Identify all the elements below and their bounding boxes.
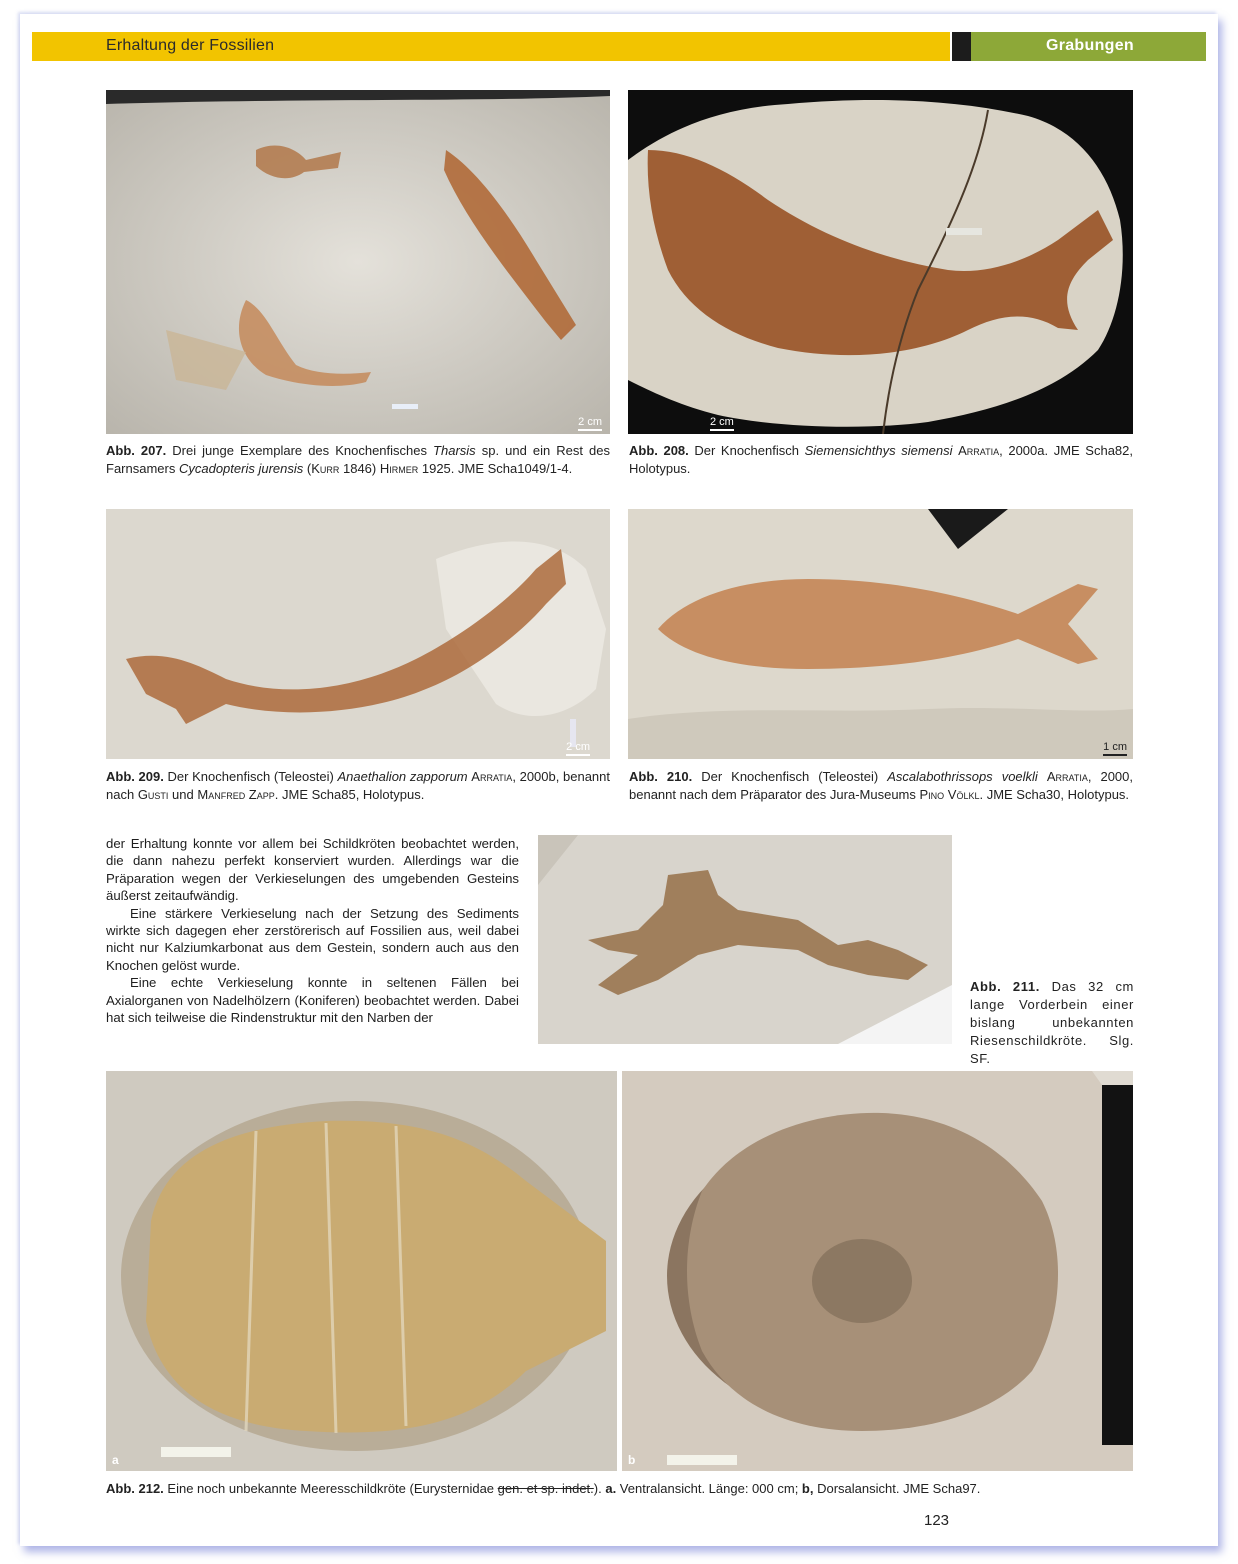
panel-letter-b: b	[628, 1453, 636, 1467]
caption-text: Der Knochenfisch (Teleostei)	[163, 769, 338, 784]
header-section-title: Grabungen	[1045, 37, 1134, 54]
caption-text: Ventralansicht. Länge: 000 cm;	[616, 1481, 802, 1496]
header-chapter-bar	[32, 32, 950, 61]
caption-label: Abb. 207.	[106, 443, 167, 458]
caption-text: Das 32 cm lange Vorderbein einer bislang unbekannten Riesenschildkröte. Slg. SF.	[970, 979, 1134, 1066]
caption-label: Abb. 208.	[629, 443, 689, 458]
author-name: Arratia	[471, 769, 513, 784]
taxon-name: Cycadopteris jurensis	[178, 461, 304, 476]
body-paragraph: Eine stärkere Verkieselung nach der Setzung des Sediments wirkte sich dagegen eher zerstörerisch auf Fossilien aus, weil dabei nicht nur Kalziumkarbonat aus dem Gestein, sondern auch aus den Knochen gelöst wurde.	[106, 905, 519, 973]
fossil-photo-212b	[622, 1071, 1133, 1471]
body-paragraph: der Erhaltung konnte vor allem bei Schildkröten beobachtet werden, die dann nahezu perfekt konserviert wurden. Allerdings war die Präparation wegen der Verkieselungen des umgebenden Gesteins äußerst zeitaufwändig.	[106, 836, 519, 904]
caption-text: . JME Scha30, Holotypus.	[979, 787, 1130, 802]
caption-fig-207	[106, 442, 610, 478]
scale-bar-label: 2 cm	[566, 741, 590, 756]
body-paragraph: Eine echte Verkieselung konnte in seltenen Fällen bei Axialorganen von Nadelhölzern (Koniferen) beobachtet werden. Dabei hat sich teilweise die Rindenstruktur mit den Narben der	[106, 975, 519, 1026]
caption-fig-211	[970, 978, 1134, 1068]
taxon-name: Tharsis	[433, 443, 476, 458]
caption-text: ).	[593, 1481, 606, 1496]
caption-text: Dorsalansicht. JME Scha97.	[813, 1481, 981, 1496]
panel-ref-a: a.	[605, 1481, 617, 1496]
header-section-bar	[971, 32, 1206, 61]
caption-text: Der Knochenfisch (Teleostei)	[692, 769, 888, 784]
caption-text: Der Knochenfisch	[688, 443, 805, 458]
fossil-photo-210	[628, 509, 1133, 759]
fossil-photo-212a	[106, 1071, 617, 1471]
caption-text: , 2000, benannt nach dem Präparator des Jura-Museums	[629, 769, 1134, 802]
fossil-photo-209	[106, 509, 610, 759]
scale-bar-label: 2 cm	[710, 416, 734, 431]
fossil-photo-208	[628, 90, 1133, 434]
scale-bar-label: 1 cm	[1103, 741, 1127, 756]
caption-text: Drei junge Exemplare des Knochenfisches	[166, 443, 434, 458]
fossil-photo-211	[538, 835, 952, 1044]
struck-text: gen. et sp. indet.	[497, 1481, 594, 1496]
taxon-name: Ascalabothrissops voelkli	[887, 769, 1038, 784]
caption-text: 1846)	[339, 461, 380, 476]
caption-label: Abb. 209.	[106, 769, 164, 784]
person-name: Gusti	[137, 787, 169, 802]
taxon-name: Anaethalion zapporum	[337, 769, 468, 784]
caption-text: sp. und ein Rest des Farnsamers	[106, 443, 610, 476]
page-number: 123	[924, 1512, 950, 1529]
author-name: Arratia	[1046, 769, 1088, 784]
panel-letter-a: a	[112, 1453, 119, 1467]
author-name: Kurr	[311, 461, 340, 476]
author-name: Arratia	[958, 443, 1000, 458]
caption-text: und	[168, 787, 198, 802]
person-name: Manfred Zapp	[197, 787, 275, 802]
fossil-photo-207	[106, 90, 610, 434]
scale-bar-label: 2 cm	[578, 416, 602, 431]
caption-text	[1038, 769, 1047, 784]
caption-text: Eine noch unbekannte Meeresschildkröte (Eurysternidae	[163, 1481, 498, 1496]
caption-text: 1925. JME Scha1049/1-4.	[418, 461, 573, 476]
header-chapter-title: Erhaltung der Fossilien	[106, 37, 275, 54]
caption-label: Abb. 210.	[629, 769, 693, 784]
caption-fig-212	[106, 1480, 1136, 1498]
caption-text: , 2000b, benannt nach	[106, 769, 611, 802]
caption-fig-210	[629, 768, 1133, 804]
caption-text: . JME Scha85, Holotypus.	[274, 787, 425, 802]
header-divider-mark	[952, 32, 971, 61]
caption-fig-209	[106, 768, 610, 804]
caption-fig-208	[629, 442, 1133, 478]
author-name: Hirmer	[379, 461, 419, 476]
person-name: Pino Völkl	[919, 787, 980, 802]
caption-text: , 2000a. JME Scha82, Holotypus.	[629, 443, 1134, 476]
caption-text: (	[303, 461, 312, 476]
caption-label: Abb. 212.	[106, 1481, 164, 1496]
panel-ref-b: b,	[801, 1481, 814, 1496]
caption-label: Abb. 211.	[970, 979, 1040, 994]
body-text-column	[106, 835, 519, 1026]
taxon-name: Siemensichthys siemensi	[804, 443, 953, 458]
